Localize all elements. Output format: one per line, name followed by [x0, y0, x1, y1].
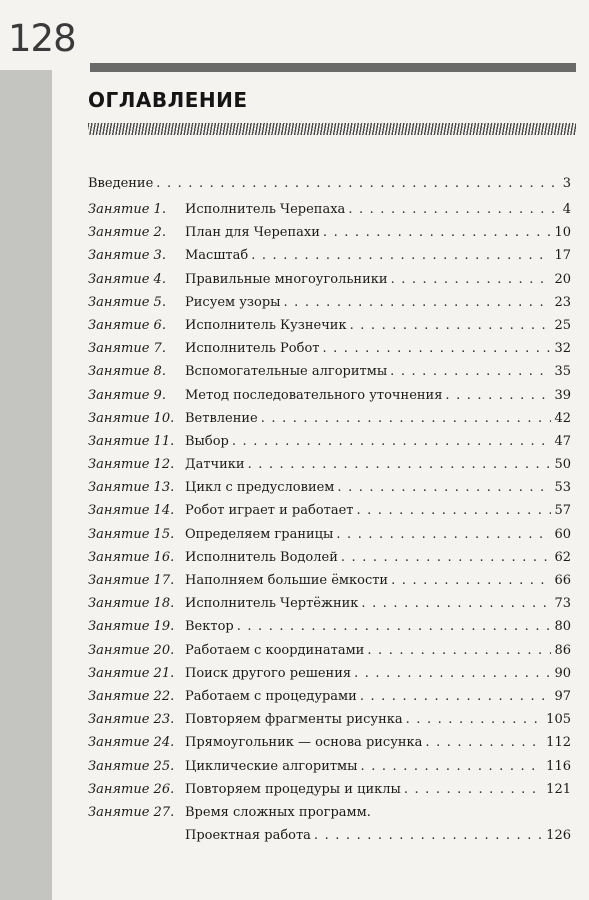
lesson-label: Занятие 21. — [88, 665, 175, 681]
toc-entry-page: 105 — [546, 712, 571, 728]
toc-entry-page: 39 — [554, 387, 571, 403]
lesson-label: Занятие 12. — [88, 457, 175, 473]
toc-entry-page: 80 — [554, 619, 571, 635]
toc-list — [88, 170, 571, 847]
toc-entry-title: Время сложных программ. — [185, 804, 371, 820]
toc-entry-page: 86 — [554, 642, 571, 658]
toc-entry[interactable] — [88, 384, 571, 407]
toc-entry-title: Датчики — [185, 457, 245, 473]
dot-leader — [406, 708, 544, 731]
lesson-label: Занятие 11. — [88, 433, 175, 449]
toc-entry-title: Исполнитель Чертёжник — [185, 596, 359, 612]
toc-entry-page: 25 — [554, 317, 571, 333]
dot-leader — [336, 523, 551, 546]
dot-leader — [337, 476, 551, 499]
dot-leader — [361, 755, 544, 778]
toc-entry-title: Масштаб — [185, 248, 249, 264]
toc-entry-title: Работаем с процедурами — [185, 688, 357, 704]
toc-entry[interactable] — [88, 662, 571, 685]
lesson-label: Занятие 26. — [88, 781, 175, 797]
toc-entry-title: Робот играет и работает — [185, 503, 354, 519]
toc-entry-page: 3 — [562, 176, 571, 191]
toc-entry-page: 62 — [554, 549, 571, 565]
lesson-label: Занятие 4. — [88, 271, 166, 287]
toc-title: ОГЛАВЛЕНИЕ — [88, 88, 248, 112]
lesson-label: Занятие 7. — [88, 341, 166, 357]
toc-entry-page: 60 — [554, 526, 571, 542]
dot-leader — [322, 337, 551, 360]
toc-entry-page: 66 — [554, 573, 571, 588]
toc-entry-page: 53 — [554, 480, 571, 496]
toc-entry-title: Циклические алгоритмы — [185, 758, 358, 774]
lesson-label: Занятие 10. — [88, 410, 175, 426]
lesson-label: Занятие 2. — [88, 225, 166, 241]
toc-entry[interactable] — [88, 778, 571, 801]
toc-entry-page: 32 — [554, 341, 571, 357]
dot-leader — [391, 569, 551, 592]
dot-leader — [404, 778, 543, 801]
page-sidebar-band — [0, 70, 52, 900]
lesson-label: Занятие 13. — [88, 480, 175, 496]
lesson-label: Занятие 14. — [88, 503, 175, 519]
lesson-label: Занятие 6. — [88, 317, 166, 333]
dot-leader — [232, 430, 552, 453]
toc-entry-title: Исполнитель Кузнечик — [185, 317, 347, 333]
toc-entry-title: Наполняем большие ёмкости — [185, 573, 389, 588]
toc-entry-title: Прямоугольник — основа рисунка — [185, 735, 423, 751]
toc-entry[interactable] — [88, 731, 571, 754]
toc-entry-title: Выбор — [185, 433, 229, 449]
toc-entry-title: Проектная работа — [185, 828, 311, 844]
dot-leader — [391, 268, 552, 291]
dot-leader — [284, 291, 552, 314]
dot-leader — [445, 384, 551, 407]
dot-leader — [348, 198, 559, 221]
toc-entry-title: Повторяем процедуры и циклы — [185, 781, 401, 797]
dot-leader — [341, 546, 552, 569]
toc-entry-page: 4 — [562, 202, 571, 217]
lesson-label: Занятие 1. — [88, 202, 166, 217]
toc-entry-title: Ветвление — [185, 410, 258, 426]
toc-entry-title: Рисуем узоры — [185, 294, 281, 310]
toc-entry-page: 112 — [546, 735, 571, 751]
toc-entry-page: 121 — [546, 781, 571, 797]
toc-entry-page: 126 — [546, 828, 571, 844]
dot-leader — [237, 615, 552, 638]
toc-entry-page: 57 — [554, 503, 571, 519]
lesson-label: Занятие 24. — [88, 735, 175, 751]
toc-entry[interactable] — [88, 801, 571, 824]
toc-entry-title: Поиск другого решения — [185, 665, 352, 681]
dot-leader — [356, 499, 551, 522]
toc-entry-page: 90 — [554, 665, 571, 681]
dot-leader — [390, 360, 551, 383]
toc-entry-title: Правильные многоугольники — [185, 271, 388, 287]
dot-leader — [248, 453, 552, 476]
toc-entry-title: Исполнитель Водолей — [185, 549, 338, 565]
lesson-label: Занятие 8. — [88, 364, 166, 380]
lesson-label: Занятие 20. — [88, 642, 175, 658]
dot-leader — [314, 824, 543, 847]
lesson-label: Занятие 23. — [88, 712, 175, 728]
toc-entry[interactable] — [88, 360, 571, 383]
dot-leader — [323, 221, 552, 244]
toc-entry[interactable] — [88, 639, 571, 662]
toc-entry-title: Цикл с предусловием — [185, 480, 335, 496]
toc-entry-continuation[interactable] — [88, 824, 571, 847]
dot-leader — [261, 407, 552, 430]
toc-entry-title: Работаем с координатами — [185, 642, 365, 658]
lesson-label: Занятие 15. — [88, 526, 175, 542]
toc-entry[interactable] — [88, 685, 571, 708]
lesson-label: Занятие 25. — [88, 758, 175, 774]
toc-entry-title: Повторяем фрагменты рисунка — [185, 712, 403, 728]
toc-entry[interactable] — [88, 476, 571, 499]
toc-entry[interactable] — [88, 708, 571, 731]
toc-entry-title: Введение — [88, 176, 154, 191]
toc-entry-page: 116 — [546, 758, 571, 774]
toc-entry-page: 10 — [554, 225, 571, 241]
toc-entry-page: 35 — [554, 364, 571, 380]
title-hatch-divider — [88, 123, 576, 135]
lesson-label: Занятие 19. — [88, 619, 175, 635]
toc-entry-page: 50 — [554, 457, 571, 473]
toc-entry[interactable] — [88, 453, 571, 476]
toc-entry-page: 23 — [554, 294, 571, 310]
toc-entry-page: 42 — [554, 410, 571, 426]
toc-entry[interactable] — [88, 221, 571, 244]
page-number: 128 — [8, 17, 76, 60]
toc-entry[interactable] — [88, 546, 571, 569]
toc-entry[interactable] — [88, 244, 571, 267]
toc-entry[interactable] — [88, 615, 571, 638]
toc-entry[interactable] — [88, 569, 571, 592]
toc-entry[interactable] — [88, 198, 571, 221]
lesson-label: Занятие 17. — [88, 573, 175, 588]
toc-entry[interactable] — [88, 592, 571, 615]
lesson-label: Занятие 22. — [88, 688, 175, 704]
lesson-label: Занятие 18. — [88, 596, 175, 612]
toc-entry[interactable] — [88, 523, 571, 546]
dot-leader — [367, 639, 551, 662]
toc-entry-title: Вспомогательные алгоритмы — [185, 364, 388, 380]
lesson-label: Занятие 9. — [88, 387, 166, 403]
toc-entry-page: 17 — [554, 248, 571, 264]
toc-entry[interactable] — [88, 268, 571, 291]
lesson-label: Занятие 5. — [88, 294, 166, 310]
toc-entry-title: Вектор — [185, 619, 234, 635]
dot-leader — [251, 244, 551, 267]
lesson-label: Занятие 3. — [88, 248, 166, 264]
lesson-label: Занятие 16. — [88, 549, 175, 565]
toc-entry-title: План для Черепахи — [185, 225, 320, 241]
toc-entry[interactable] — [88, 314, 571, 337]
toc-entry-title: Определяем границы — [185, 526, 334, 542]
toc-entry[interactable] — [88, 291, 571, 314]
toc-entry[interactable] — [88, 755, 571, 778]
dot-leader — [425, 731, 543, 754]
toc-entry[interactable] — [88, 337, 571, 360]
toc-entry[interactable] — [88, 430, 571, 453]
toc-entry-page: 73 — [554, 596, 571, 612]
toc-entry-title: Исполнитель Черепаха — [185, 202, 346, 217]
dot-leader — [360, 685, 552, 708]
dot-leader — [156, 170, 559, 198]
toc-entry-page: 47 — [554, 433, 571, 449]
toc-entry-title: Метод последовательного уточнения — [185, 387, 443, 403]
header-rule — [90, 63, 576, 72]
toc-entry-page: 20 — [554, 271, 571, 287]
toc-entry[interactable] — [88, 499, 571, 522]
toc-entry-title: Исполнитель Робот — [185, 341, 320, 357]
toc-entry-page: 97 — [554, 688, 571, 704]
toc-entry[interactable] — [88, 407, 571, 430]
dot-leader — [354, 662, 551, 685]
lesson-label: Занятие 27. — [88, 804, 175, 820]
dot-leader — [350, 314, 552, 337]
dot-leader — [361, 592, 551, 615]
toc-entry-intro[interactable] — [88, 170, 571, 198]
